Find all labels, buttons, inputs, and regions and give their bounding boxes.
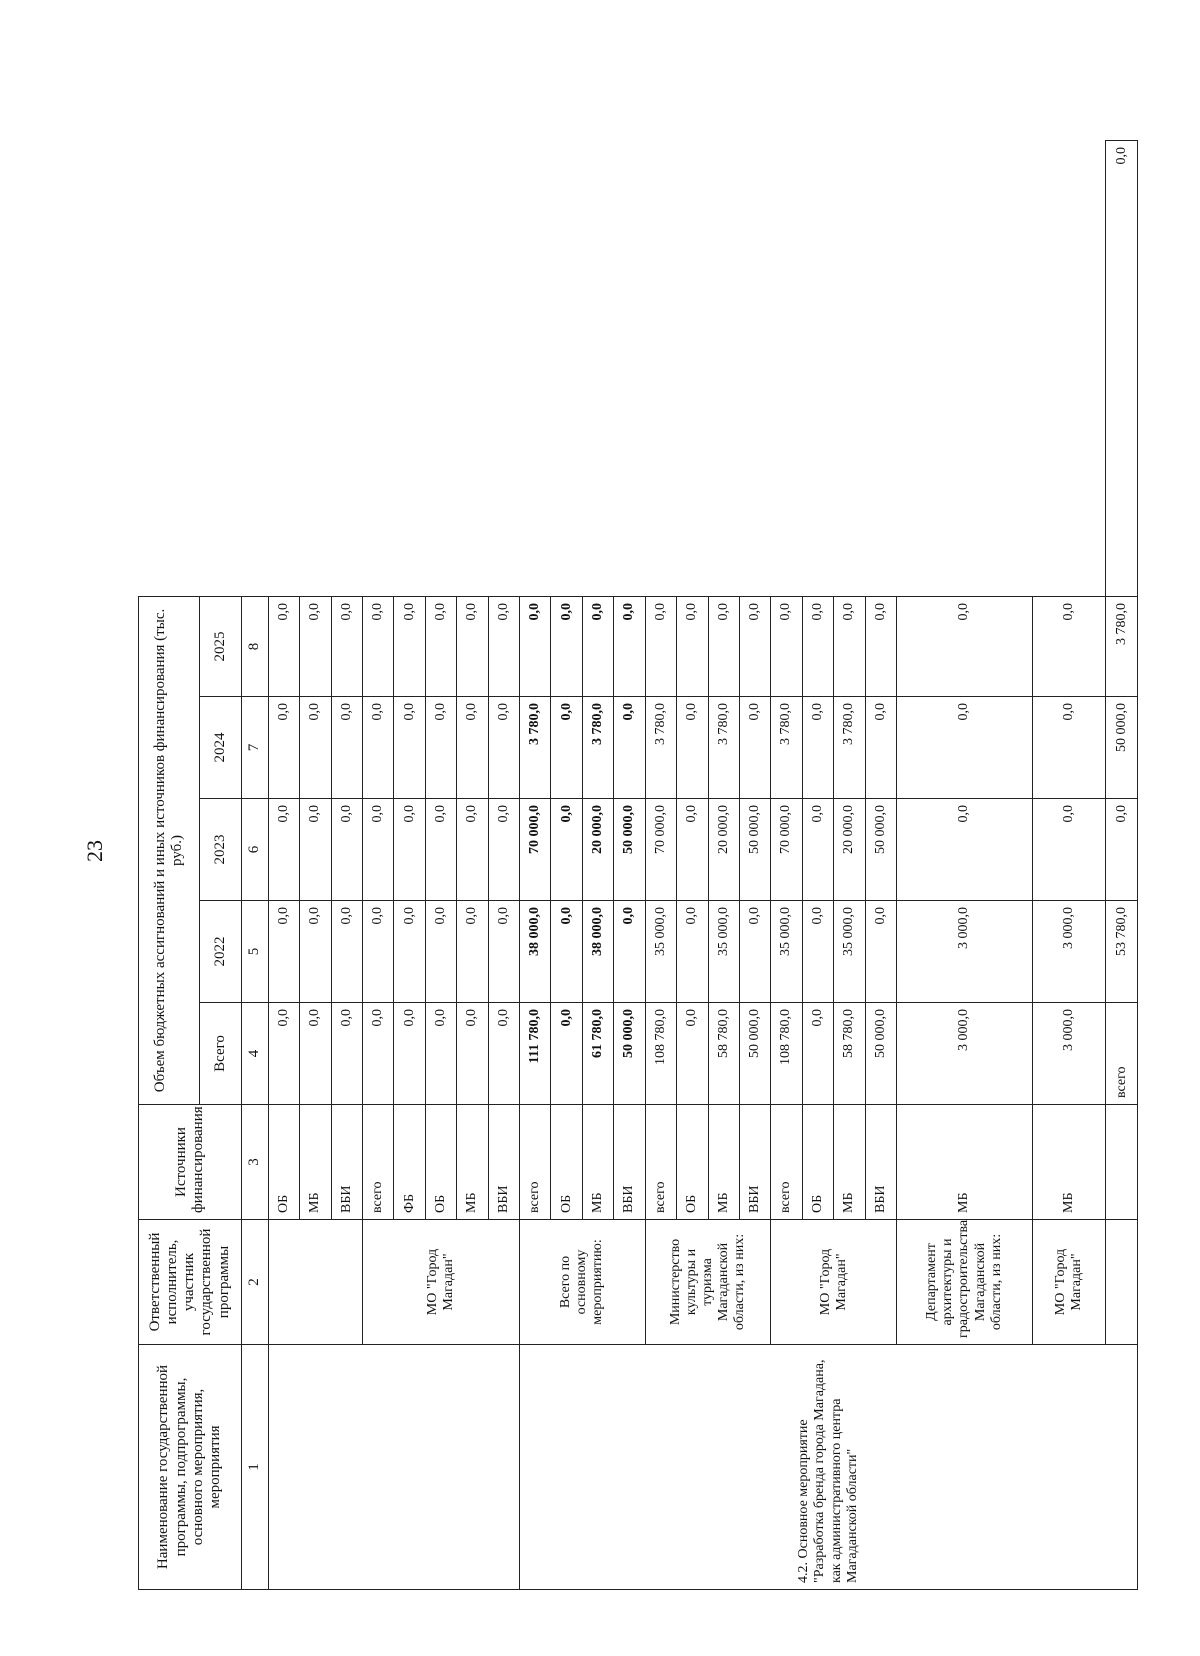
header-total: Всего — [199, 1003, 241, 1105]
name-cell-empty — [1106, 1220, 1138, 1345]
value-cell: 0,0 — [614, 901, 645, 1003]
value-cell: 0,0 — [394, 697, 425, 799]
value-cell: 38 000,0 — [520, 901, 551, 1003]
value-cell: 3 000,0 — [1033, 901, 1106, 1003]
executor-mo-magadan: МО "Город Магадан" — [1033, 1220, 1106, 1345]
col-number-5: 5 — [241, 901, 268, 1003]
value-cell: 0,0 — [268, 1003, 299, 1105]
value-cell: 0,0 — [802, 697, 833, 799]
col-number-7: 7 — [241, 697, 268, 799]
value-cell: 20 000,0 — [582, 799, 613, 901]
value-cell: 0,0 — [268, 799, 299, 901]
col-number-3: 3 — [241, 1105, 268, 1220]
header-year-2022: 2022 — [199, 901, 241, 1003]
value-cell: 3 780,0 — [834, 697, 865, 799]
value-cell: 35 000,0 — [645, 901, 676, 1003]
source-cell: ОБ — [677, 1105, 708, 1220]
value-cell: 0,0 — [331, 901, 362, 1003]
value-cell: 70 000,0 — [771, 799, 802, 901]
value-cell: 3 780,0 — [645, 697, 676, 799]
value-cell: 0,0 — [551, 799, 582, 901]
source-cell: МБ — [300, 1105, 331, 1220]
value-cell: 3 000,0 — [896, 1003, 1032, 1105]
source-cell: всего — [771, 1105, 802, 1220]
value-cell: 0,0 — [488, 1003, 519, 1105]
value-cell: 0,0 — [896, 697, 1032, 799]
col-number-4: 4 — [241, 1003, 268, 1105]
value-cell: 35 000,0 — [771, 901, 802, 1003]
value-cell: 0,0 — [551, 697, 582, 799]
value-cell: 0,0 — [457, 901, 488, 1003]
value-cell: 0,0 — [394, 1003, 425, 1105]
value-cell: 0,0 — [331, 1003, 362, 1105]
value-cell: 0,0 — [1033, 697, 1106, 799]
value-cell: 50 000,0 — [739, 799, 770, 901]
value-cell: 0,0 — [896, 799, 1032, 901]
value-cell: 0,0 — [834, 596, 865, 696]
executor-cell-empty — [1106, 1105, 1138, 1220]
value-cell: 35 000,0 — [708, 901, 739, 1003]
value-cell: 0,0 — [739, 901, 770, 1003]
value-cell: 20 000,0 — [834, 799, 865, 901]
value-cell: 53 780,0 — [1106, 901, 1138, 1003]
value-cell: 0,0 — [331, 596, 362, 696]
source-cell: ВБИ — [739, 1105, 770, 1220]
value-cell: 0,0 — [802, 596, 833, 696]
col-number-8: 8 — [241, 596, 268, 696]
value-cell: 0,0 — [394, 596, 425, 696]
executor-mo-magadan: МО "Город Магадан" — [771, 1220, 897, 1345]
source-cell: ОБ — [268, 1105, 299, 1220]
value-cell: 0,0 — [268, 901, 299, 1003]
value-cell: 0,0 — [300, 1003, 331, 1105]
value-cell: 0,0 — [425, 901, 456, 1003]
source-cell: ОБ — [425, 1105, 456, 1220]
value-cell: 38 000,0 — [582, 901, 613, 1003]
value-cell: 70 000,0 — [520, 799, 551, 901]
col-number-6: 6 — [241, 799, 268, 901]
value-cell: 0,0 — [865, 901, 896, 1003]
value-cell: 0,0 — [614, 596, 645, 696]
source-cell: ВБИ — [488, 1105, 519, 1220]
value-cell: 70 000,0 — [645, 799, 676, 901]
value-cell: 3 000,0 — [896, 901, 1032, 1003]
value-cell: 0,0 — [1106, 141, 1138, 597]
value-cell: 108 780,0 — [645, 1003, 676, 1105]
source-cell: ВБИ — [614, 1105, 645, 1220]
value-cell: 0,0 — [268, 697, 299, 799]
value-cell: 3 780,0 — [582, 697, 613, 799]
page-number: 23 — [82, 840, 107, 862]
executor-cell-continuation — [268, 1220, 362, 1345]
col-number-1: 1 — [241, 1345, 268, 1590]
value-cell: 0,0 — [739, 697, 770, 799]
value-cell: 0,0 — [300, 596, 331, 696]
value-cell: 0,0 — [488, 596, 519, 696]
value-cell: 0,0 — [1106, 799, 1138, 901]
value-cell: 0,0 — [425, 697, 456, 799]
value-cell: 0,0 — [363, 901, 394, 1003]
value-cell: 0,0 — [520, 596, 551, 696]
source-cell: ФБ — [394, 1105, 425, 1220]
value-cell: 50 000,0 — [865, 799, 896, 901]
value-cell: 0,0 — [551, 596, 582, 696]
value-cell: 0,0 — [425, 799, 456, 901]
source-cell: ОБ — [802, 1105, 833, 1220]
header-volume: Объем бюджетных ассигнований и иных источников финансирования (тыс. руб.) — [139, 596, 200, 1104]
value-cell: 0,0 — [457, 799, 488, 901]
col-number-2: 2 — [241, 1220, 268, 1345]
value-cell: 0,0 — [582, 596, 613, 696]
value-cell: 0,0 — [394, 901, 425, 1003]
source-cell: МБ — [708, 1105, 739, 1220]
value-cell: 20 000,0 — [708, 799, 739, 901]
value-cell: 0,0 — [300, 697, 331, 799]
executor-department: Департамент архитектуры и градостроительства Магаданской области, из них: — [896, 1220, 1032, 1345]
value-cell: 0,0 — [300, 799, 331, 901]
value-cell: 0,0 — [771, 596, 802, 696]
source-cell: МБ — [1033, 1105, 1106, 1220]
value-cell: 111 780,0 — [520, 1003, 551, 1105]
source-cell: всего — [645, 1105, 676, 1220]
value-cell: 0,0 — [363, 596, 394, 696]
value-cell: 0,0 — [331, 799, 362, 901]
value-cell: 0,0 — [645, 596, 676, 696]
value-cell: 50 000,0 — [739, 1003, 770, 1105]
value-cell: 0,0 — [1033, 799, 1106, 901]
financing-table — [138, 140, 1138, 1590]
value-cell: 61 780,0 — [582, 1003, 613, 1105]
header-col2: Ответственный исполнитель, участник государственной программы — [139, 1220, 242, 1345]
value-cell: 0,0 — [896, 596, 1032, 696]
value-cell: 0,0 — [677, 799, 708, 901]
source-cell: МБ — [582, 1105, 613, 1220]
value-cell: 3 780,0 — [520, 697, 551, 799]
value-cell: 3 000,0 — [1033, 1003, 1106, 1105]
rotated-table-wrapper — [138, 140, 1138, 1590]
value-cell: 0,0 — [865, 596, 896, 696]
value-cell: 0,0 — [300, 901, 331, 1003]
header-year-2023: 2023 — [199, 799, 241, 901]
value-cell: 50 000,0 — [614, 1003, 645, 1105]
value-cell: 0,0 — [425, 596, 456, 696]
header-year-2025: 2025 — [199, 596, 241, 696]
value-cell: 0,0 — [1033, 596, 1106, 696]
value-cell: 50 000,0 — [614, 799, 645, 901]
value-cell: 58 780,0 — [708, 1003, 739, 1105]
value-cell: 3 780,0 — [708, 697, 739, 799]
value-cell: 0,0 — [363, 697, 394, 799]
value-cell: 0,0 — [677, 1003, 708, 1105]
table-row — [520, 141, 551, 1590]
value-cell: 0,0 — [802, 901, 833, 1003]
value-cell: 108 780,0 — [771, 1003, 802, 1105]
value-cell: 0,0 — [551, 901, 582, 1003]
source-cell: всего — [1106, 1003, 1138, 1105]
header-col3: Источники финансирования — [139, 1105, 242, 1220]
value-cell: 0,0 — [865, 697, 896, 799]
value-cell: 0,0 — [802, 1003, 833, 1105]
value-cell: 0,0 — [614, 697, 645, 799]
value-cell: 50 000,0 — [865, 1003, 896, 1105]
total-event-label: Всего по основному мероприятию: — [520, 1220, 646, 1345]
value-cell: 0,0 — [425, 1003, 456, 1105]
value-cell: 0,0 — [677, 901, 708, 1003]
source-cell: МБ — [834, 1105, 865, 1220]
value-cell: 0,0 — [802, 799, 833, 901]
value-cell: 0,0 — [488, 901, 519, 1003]
value-cell: 0,0 — [488, 799, 519, 901]
value-cell: 0,0 — [457, 697, 488, 799]
source-cell: ОБ — [551, 1105, 582, 1220]
value-cell: 35 000,0 — [834, 901, 865, 1003]
header-col1: Наименование государственной программы, подпрограммы, основного мероприятия, мероприятия — [139, 1345, 242, 1590]
value-cell: 0,0 — [551, 1003, 582, 1105]
value-cell: 0,0 — [677, 596, 708, 696]
value-cell: 0,0 — [677, 697, 708, 799]
value-cell: 0,0 — [708, 596, 739, 696]
value-cell: 0,0 — [268, 596, 299, 696]
value-cell: 0,0 — [394, 799, 425, 901]
source-cell: ВБИ — [865, 1105, 896, 1220]
executor-mo-magadan: МО "Город Магадан" — [363, 1220, 520, 1345]
value-cell: 0,0 — [488, 697, 519, 799]
source-cell: всего — [520, 1105, 551, 1220]
value-cell: 0,0 — [457, 596, 488, 696]
value-cell: 0,0 — [363, 1003, 394, 1105]
value-cell: 3 780,0 — [1106, 596, 1138, 696]
value-cell: 58 780,0 — [834, 1003, 865, 1105]
header-year-2024: 2024 — [199, 697, 241, 799]
source-cell: МБ — [896, 1105, 1032, 1220]
executor-ministry: Министерство культуры и туризма Магаданской области, из них: — [645, 1220, 771, 1345]
value-cell: 50 000,0 — [1106, 697, 1138, 799]
value-cell: 0,0 — [331, 697, 362, 799]
value-cell: 0,0 — [363, 799, 394, 901]
value-cell: 0,0 — [739, 596, 770, 696]
source-cell: МБ — [457, 1105, 488, 1220]
value-cell: 3 780,0 — [771, 697, 802, 799]
source-cell: всего — [363, 1105, 394, 1220]
event-4-2-name: 4.2. Основное мероприятие "Разработка бренда города Магадана, как административного центра Магаданской области" — [520, 1345, 1138, 1590]
name-cell-continuation — [268, 1345, 519, 1590]
value-cell: 0,0 — [457, 1003, 488, 1105]
source-cell: ВБИ — [331, 1105, 362, 1220]
table-row — [268, 141, 299, 1590]
